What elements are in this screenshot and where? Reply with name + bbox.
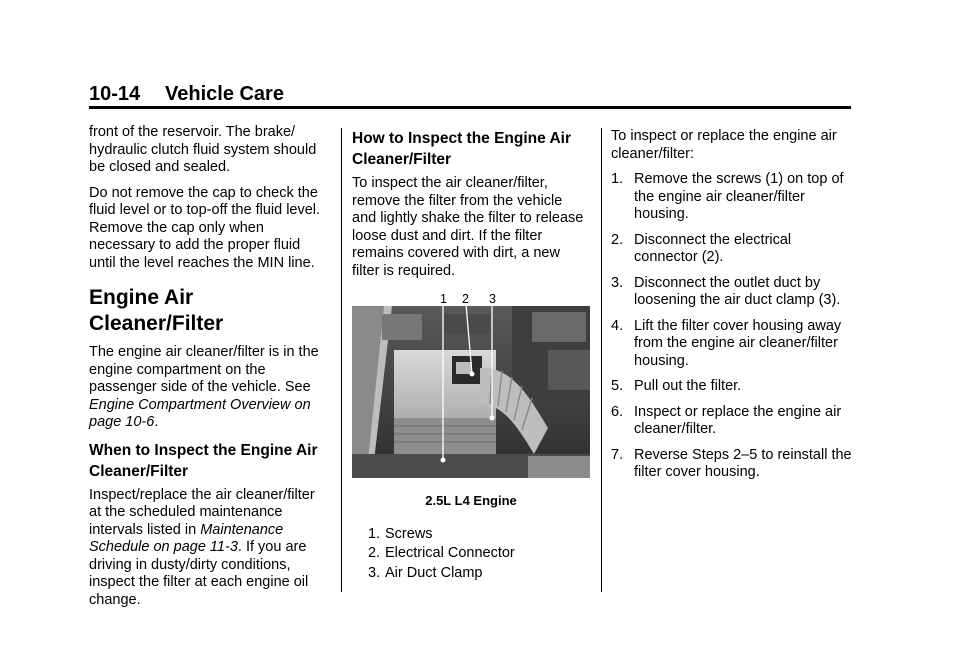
subheading-how-to-inspect: How to Inspect the Engine Air Cleaner/Filter	[352, 130, 572, 168]
callout-3: 3	[489, 292, 496, 306]
legend-item: 1. Screws	[368, 525, 433, 542]
steps-list	[611, 171, 856, 482]
compartment-overview-link[interactable]: Engine Compartment Overview on page 10-6	[89, 396, 311, 430]
column-3	[611, 124, 856, 490]
column-divider-2	[601, 128, 602, 592]
section-title: Vehicle Care	[165, 83, 284, 105]
how-paragraph: To inspect the air cleaner/filter, remove the filter from the vehicle and lightly shake the filter to release loose dust and dirt. If the filter remains covered with dirt, a new filter is required.	[352, 175, 584, 279]
maintenance-schedule-link[interactable]: Maintenance Schedule on page 11-3	[89, 521, 284, 555]
step-item: 7. Reverse Steps 2–5 to reinstall the filter cover housing.	[611, 446, 852, 480]
location-paragraph: The engine air cleaner/filter is in the engine compartment on the passenger side of the vehicle. See Engine Compartment Overview on page 10-6.	[89, 344, 319, 430]
reservoir-paragraph: front of the reservoir. The brake/ hydraulic clutch fluid system should be closed and sealed.	[89, 124, 317, 175]
callout-1: 1	[440, 292, 447, 306]
engine-photo	[352, 306, 590, 478]
legend-item: 3. Air Duct Clamp	[368, 564, 483, 581]
header-rule	[89, 106, 851, 109]
subheading-when-to-inspect: When to Inspect the Engine Air Cleaner/Filter	[89, 441, 318, 480]
callout-2: 2	[462, 292, 469, 306]
figure-legend	[368, 526, 590, 583]
step-item: 4. Lift the filter cover housing away from the engine air cleaner/filter housing.	[611, 317, 842, 369]
step-item: 3. Disconnect the outlet duct by loosening the air duct clamp (3).	[611, 274, 841, 308]
cap-warning-paragraph: Do not remove the cap to check the fluid level or to top-off the fluid level. Remove the cap only when necessary to add the proper fluid until the level reaches the MIN line.	[89, 184, 321, 271]
column-2	[352, 124, 590, 584]
column-1	[89, 124, 329, 617]
when-paragraph: Inspect/replace the air cleaner/filter at the scheduled maintenance intervals listed in Maintenance Schedule on page 11-3. If you are driving in dusty/dirty conditions, inspect the filter at each engine oil change.	[89, 486, 315, 608]
step-item: 2. Disconnect the electrical connector (2).	[611, 231, 792, 265]
page-header	[89, 82, 284, 106]
page-number: 10-14	[89, 83, 141, 105]
engine-figure	[352, 292, 590, 484]
section-heading-air-cleaner: Engine Air Cleaner/Filter	[89, 286, 224, 335]
step-item: 1. Remove the screws (1) on top of the engine air cleaner/filter housing.	[611, 171, 844, 222]
steps-intro: To inspect or replace the engine air cleaner/filter:	[611, 128, 837, 162]
legend-item: 2. Electrical Connector	[368, 545, 515, 561]
figure-caption: 2.5L L4 Engine	[425, 493, 517, 508]
column-divider-1	[341, 128, 342, 592]
step-item: 6. Inspect or replace the engine air cleaner/filter.	[611, 403, 842, 437]
step-item: 5. Pull out the filter.	[611, 378, 742, 394]
